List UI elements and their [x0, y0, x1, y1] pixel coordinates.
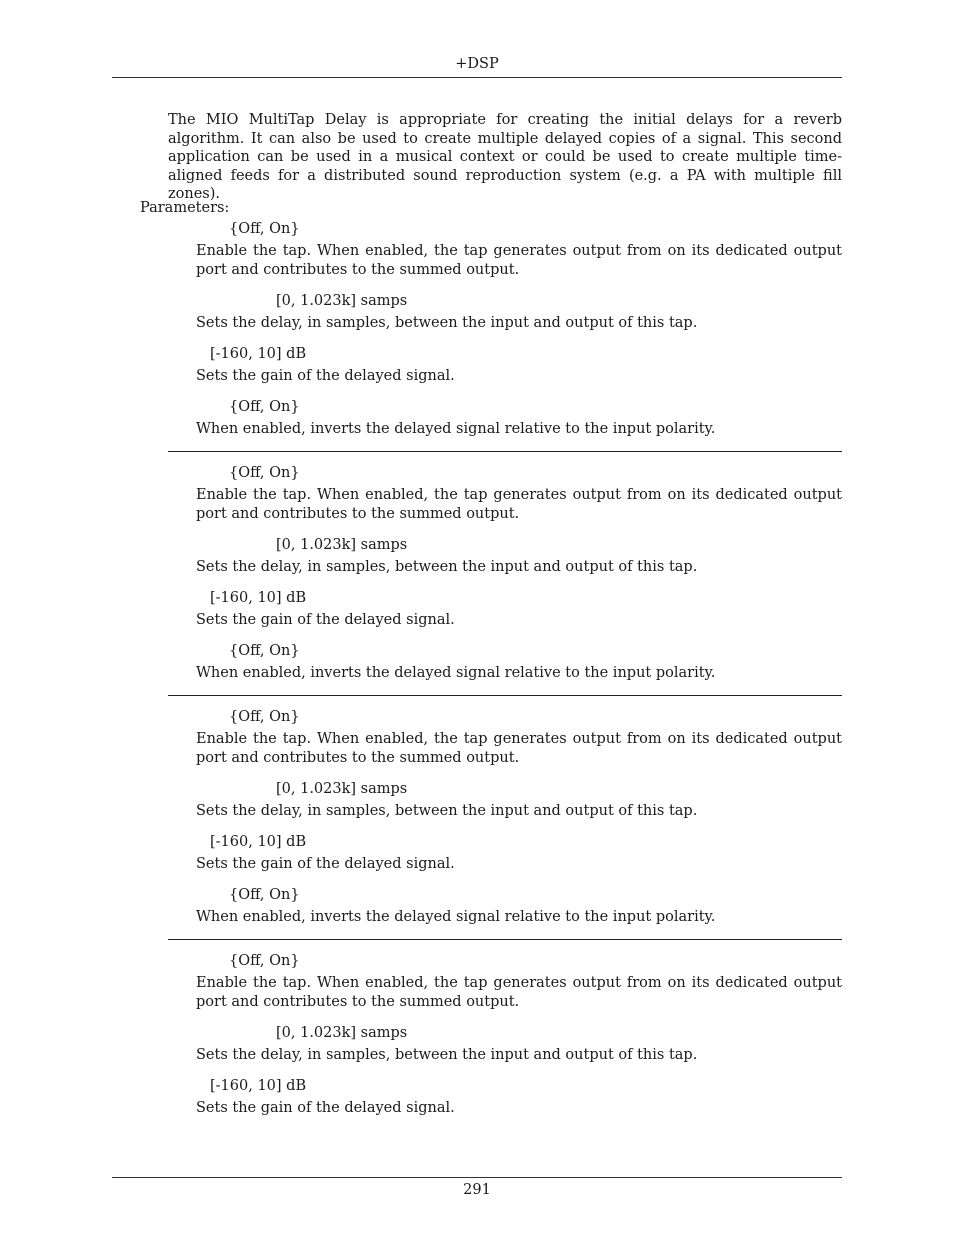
delay-description: Sets the delay, in samples, between the input and output of this tap. — [196, 315, 698, 331]
parameters-label: Parameters: — [140, 200, 230, 216]
enable-description: Enable the tap. When enabled, the tap generates output from on its dedicated output port and contributes to the summed output. — [196, 243, 842, 278]
gain-range: [-160, 10] dB — [210, 590, 307, 606]
delay-range: [0, 1.023k] samps — [276, 537, 408, 553]
enable-description: Enable the tap. When enabled, the tap generates output from on its dedicated output port and contributes to the summed output. — [196, 731, 842, 766]
tap-divider — [168, 939, 842, 940]
enable-description: Enable the tap. When enabled, the tap generates output from on its dedicated output port and contributes to the summed output. — [196, 975, 842, 1010]
footer-divider — [112, 1177, 842, 1178]
delay-description: Sets the delay, in samples, between the input and output of this tap. — [196, 803, 698, 819]
invert-range: {Off, On} — [229, 643, 300, 659]
tap-divider — [168, 695, 842, 696]
gain-range: [-160, 10] dB — [210, 346, 307, 362]
gain-description: Sets the gain of the delayed signal. — [196, 612, 455, 628]
running-header: +DSP — [455, 56, 499, 72]
enable-description: Enable the tap. When enabled, the tap generates output from on its dedicated output port and contributes to the summed output. — [196, 487, 842, 522]
gain-description: Sets the gain of the delayed signal. — [196, 856, 455, 872]
invert-description: When enabled, inverts the delayed signal relative to the input polarity. — [196, 665, 716, 681]
enable-range: {Off, On} — [229, 953, 300, 969]
invert-range: {Off, On} — [229, 399, 300, 415]
delay-description: Sets the delay, in samples, between the input and output of this tap. — [196, 559, 698, 575]
invert-range: {Off, On} — [229, 887, 300, 903]
gain-range: [-160, 10] dB — [210, 1078, 307, 1094]
enable-range: {Off, On} — [229, 709, 300, 725]
delay-range: [0, 1.023k] samps — [276, 781, 408, 797]
enable-range: {Off, On} — [229, 221, 300, 237]
invert-description: When enabled, inverts the delayed signal relative to the input polarity. — [196, 909, 716, 925]
delay-range: [0, 1.023k] samps — [276, 1025, 408, 1041]
gain-description: Sets the gain of the delayed signal. — [196, 368, 455, 384]
invert-description: When enabled, inverts the delayed signal relative to the input polarity. — [196, 421, 716, 437]
gain-range: [-160, 10] dB — [210, 834, 307, 850]
header-divider — [112, 77, 842, 78]
page-number: 291 — [463, 1182, 491, 1198]
gain-description: Sets the gain of the delayed signal. — [196, 1100, 455, 1116]
tap-divider — [168, 451, 842, 452]
delay-description: Sets the delay, in samples, between the input and output of this tap. — [196, 1047, 698, 1063]
enable-range: {Off, On} — [229, 465, 300, 481]
delay-range: [0, 1.023k] samps — [276, 293, 408, 309]
intro-paragraph: The MIO MultiTap Delay is appropriate for creating the initial delays for a reverb algorithm. It can also be used to create multiple delayed copies of a signal. This second application can be used in a musical context or could be used to create multiple time-aligned feeds for a distributed sound reproduction system (e.g. a PA with multiple fill zones). — [168, 112, 842, 202]
